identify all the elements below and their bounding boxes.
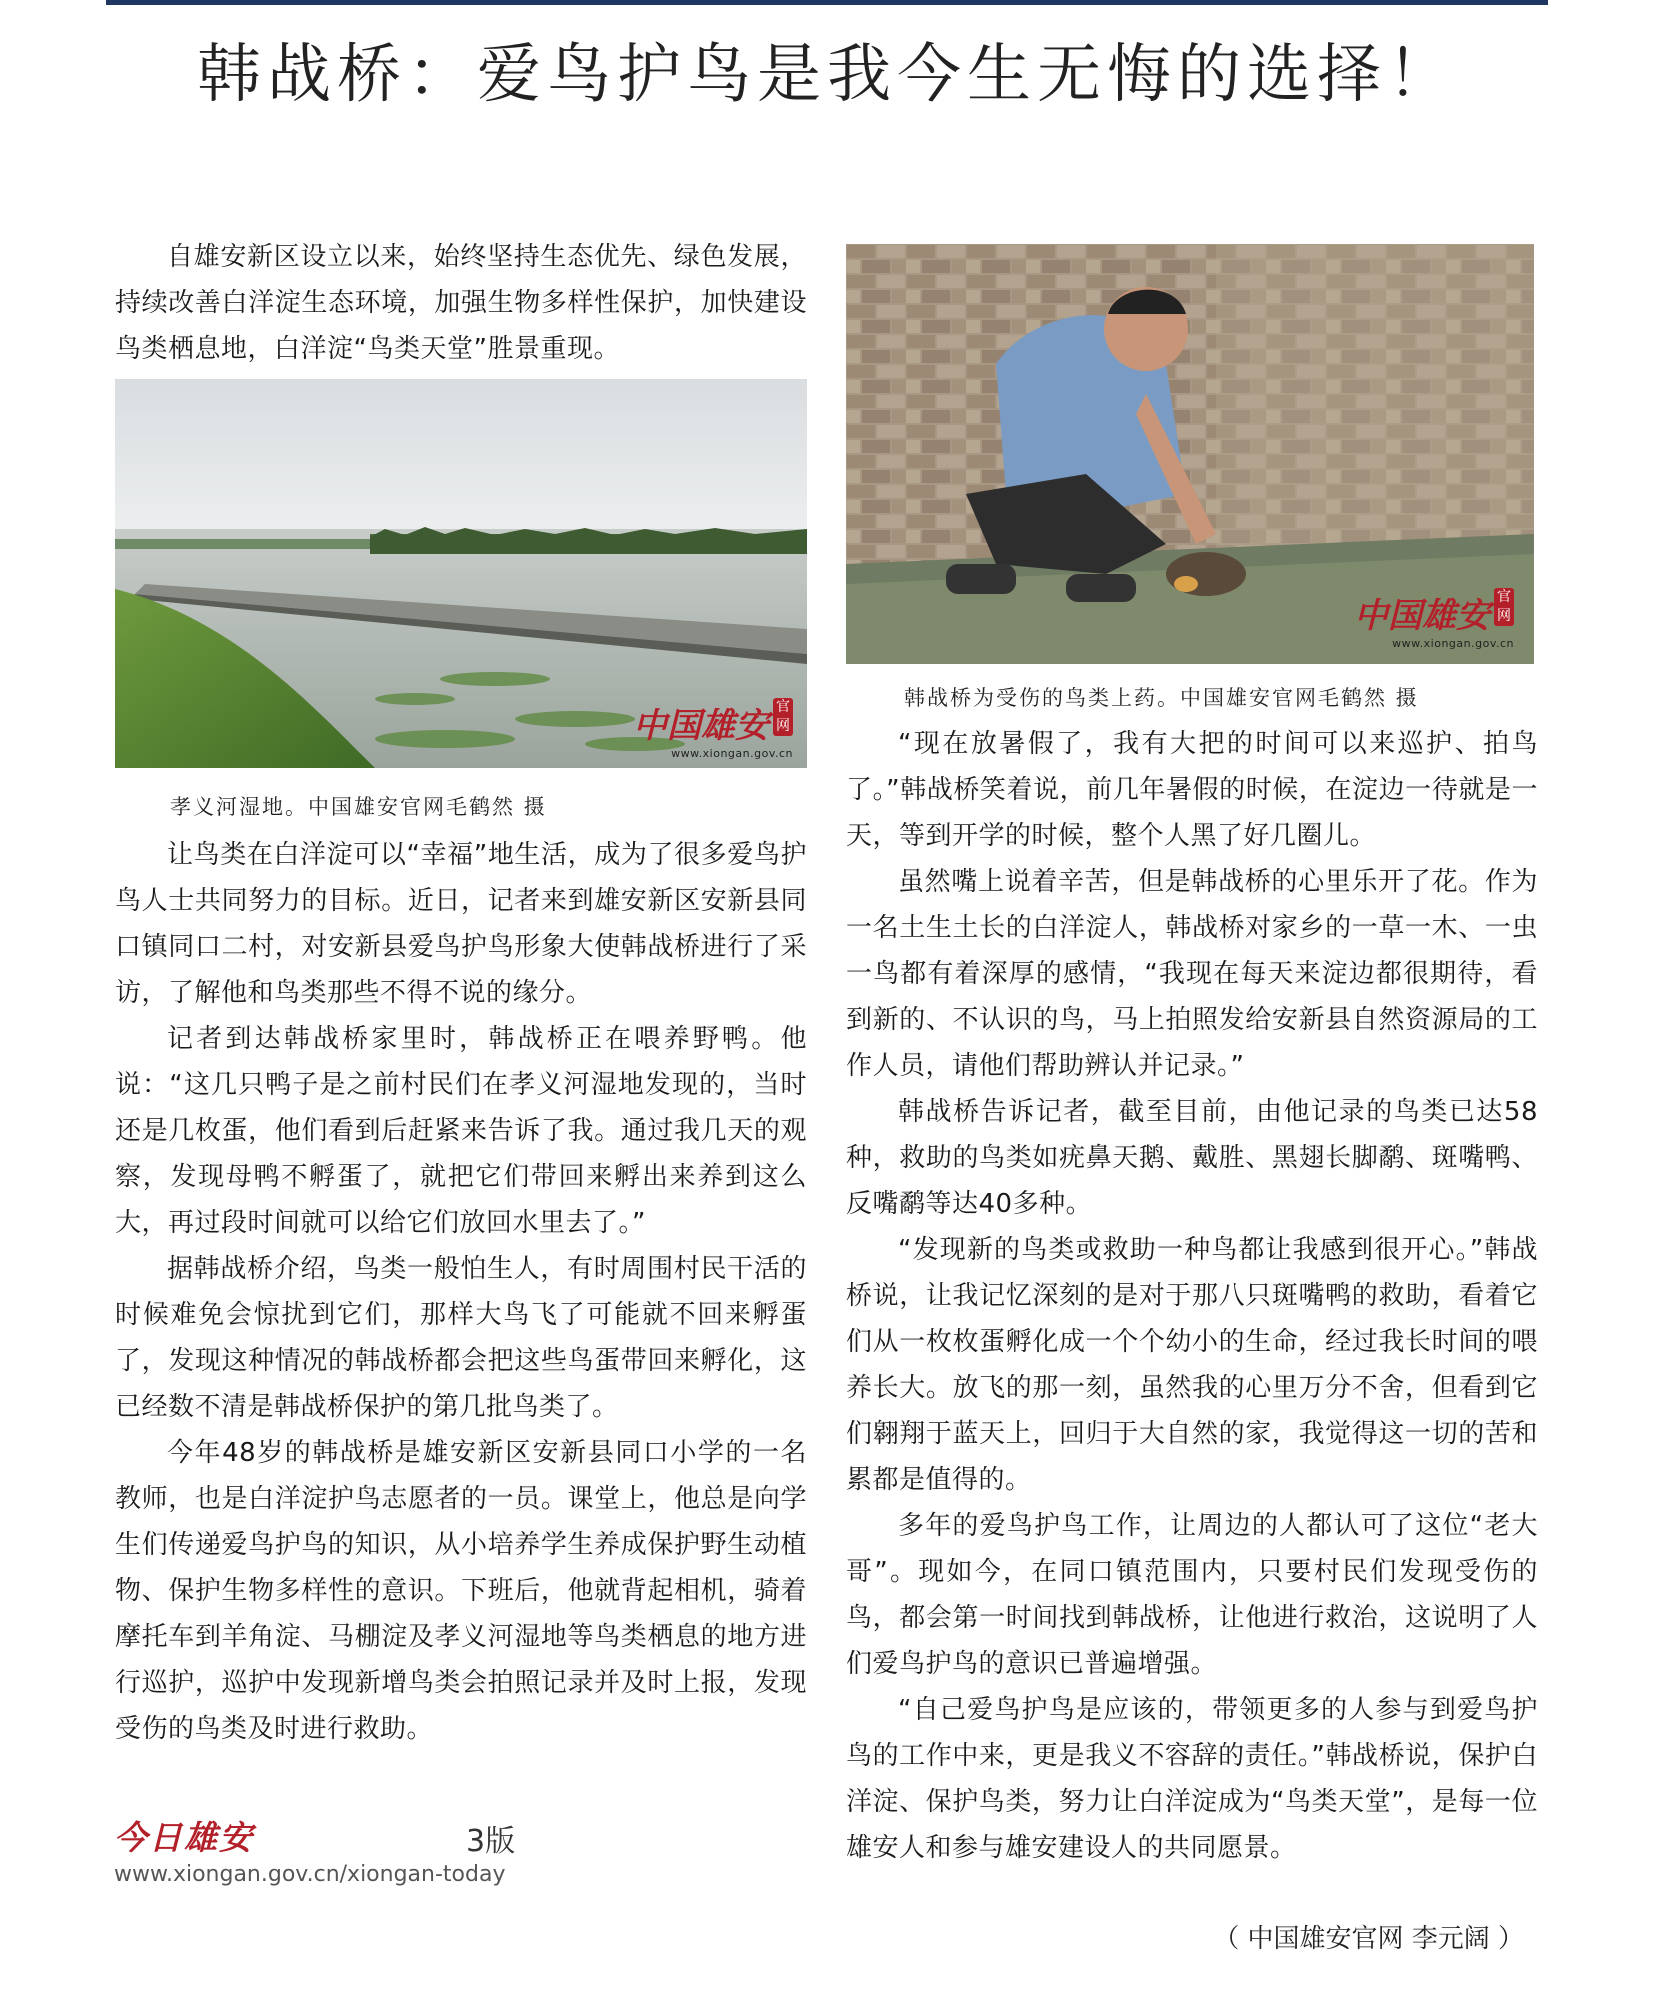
duck-photo-caption: 韩战桥为受伤的鸟类上药。中国雄安官网毛鹤然 摄	[904, 686, 1419, 710]
publication-logo: 今日雄安	[114, 1818, 254, 1857]
body-paragraph: 今年48岁的韩战桥是雄安新区安新县同口小学的一名教师，也是白洋淀护鸟志愿者的一员。课堂上，他总是向学生们传递爱鸟护鸟的知识，从小培养学生养成保护野生动植物、保护生物多样性的意识。下班后，他就背起相机，骑着摩托车到羊角淀、马棚淀及孝义河湿地等鸟类栖息的地方进行巡护，巡护中发现新增鸟类会拍照记录并及时上报，发现受伤的鸟类及时进行救助。	[115, 1438, 807, 1744]
footer-url[interactable]: www.xiongan.gov.cn/xiongan-today	[114, 1862, 506, 1887]
watermark-seal: 官网	[773, 698, 793, 736]
watermark-logo-text: 中国雄安	[633, 706, 769, 746]
body-paragraph: “发现新的鸟类或救助一种鸟都让我感到很开心。”韩战桥说，让我记忆深刻的是对于那八只斑嘴鸭的救助，看着它们从一枚枚蛋孵化成一个个幼小的生命，经过我长时间的喂养长大。放飞的那一刻，虽然我的心里万分不舍，但看到它们翱翔于蓝天上，回归于大自然的家，我觉得这一切的苦和累都是值得的。	[846, 1235, 1538, 1495]
body-paragraph: 虽然嘴上说着辛苦，但是韩战桥的心里乐开了花。作为一名土生土长的白洋淀人，韩战桥对家乡的一草一木、一虫一鸟都有着深厚的感情，“我现在每天来淀边都很期待，看到新的、不认识的鸟，马上拍照发给安新县自然资源局的工作人员，请他们帮助辨认并记录。”	[846, 867, 1538, 1081]
wetland-photo-watermark	[633, 698, 793, 760]
top-rule	[106, 0, 1548, 5]
body-paragraph: 记者到达韩战桥家里时，韩战桥正在喂养野鸭。他说：“这几只鸭子是之前村民们在孝义河湿地发现的，当时还是几枚蛋，他们看到后赶紧来告诉了我。通过我几天的观察，发现母鸭不孵蛋了，就把它们带回来孵出来养到这么大，再过段时间就可以给它们放回水里去了。”	[115, 1024, 807, 1238]
body-paragraph: “现在放暑假了，我有大把的时间可以来巡护、拍鸟了。”韩战桥笑着说，前几年暑假的时候，在淀边一待就是一天，等到开学的时候，整个人黑了好几圈儿。	[846, 729, 1538, 851]
duck-photo-watermark	[1354, 588, 1514, 650]
watermark-seal: 官网	[1494, 588, 1514, 626]
left-column-body	[115, 832, 807, 1752]
body-paragraph: “自己爱鸟护鸟是应该的，带领更多的人参与到爱鸟护鸟的工作中来，更是我义不容辞的责任。”韩战桥说，保护白洋淀、保护鸟类，努力让白洋淀成为“鸟类天堂”，是每一位雄安人和参与雄安建设人的共同愿景。	[846, 1695, 1538, 1863]
wetland-photo-caption: 孝义河湿地。中国雄安官网毛鹤然 摄	[170, 795, 547, 819]
body-paragraph: 让鸟类在白洋淀可以“幸福”地生活，成为了很多爱鸟护鸟人士共同努力的目标。近日，记者来到雄安新区安新县同口镇同口二村，对安新县爱鸟护鸟形象大使韩战桥进行了采访，了解他和鸟类那些不得不说的缘分。	[115, 840, 807, 1008]
man-feeding-duck-photo	[846, 244, 1534, 664]
body-paragraph: 多年的爱鸟护鸟工作，让周边的人都认可了这位“老大哥”。现如今，在同口镇范围内，只要村民们发现受伤的鸟，都会第一时间找到韩战桥，让他进行救治，这说明了人们爱鸟护鸟的意识已普遍增强。	[846, 1511, 1538, 1679]
author-byline: （ 中国雄安官网 李元阔 ）	[1213, 1924, 1524, 1954]
body-paragraph: 据韩战桥介绍，鸟类一般怕生人，有时周围村民干活的时候难免会惊扰到它们，那样大鸟飞了可能就不回来孵蛋了，发现这种情况的韩战桥都会把这些鸟蛋带回来孵化，这已经数不清是韩战桥保护的第几批鸟类了。	[115, 1254, 807, 1422]
page-number: 3版	[466, 1824, 516, 1859]
watermark-url: www.xiongan.gov.cn	[1392, 637, 1514, 650]
wetland-photo	[115, 379, 807, 768]
body-paragraph: 韩战桥告诉记者，截至目前，由他记录的鸟类已达58种，救助的鸟类如疣鼻天鹅、戴胜、黑翅长脚鹬、斑嘴鸭、反嘴鹬等达40多种。	[846, 1097, 1538, 1219]
watermark-logo-text: 中国雄安	[1354, 596, 1490, 636]
intro-paragraph: 自雄安新区设立以来，始终坚持生态优先、绿色发展，持续改善白洋淀生态环境，加强生物多样性保护，加快建设鸟类栖息地，白洋淀“鸟类天堂”胜景重现。	[115, 242, 807, 364]
right-column-body	[846, 721, 1538, 1871]
left-column-intro	[115, 234, 807, 372]
article-headline: 韩战桥：爱鸟护鸟是我今生无悔的选择！	[197, 38, 1457, 112]
watermark-url: www.xiongan.gov.cn	[671, 747, 793, 760]
